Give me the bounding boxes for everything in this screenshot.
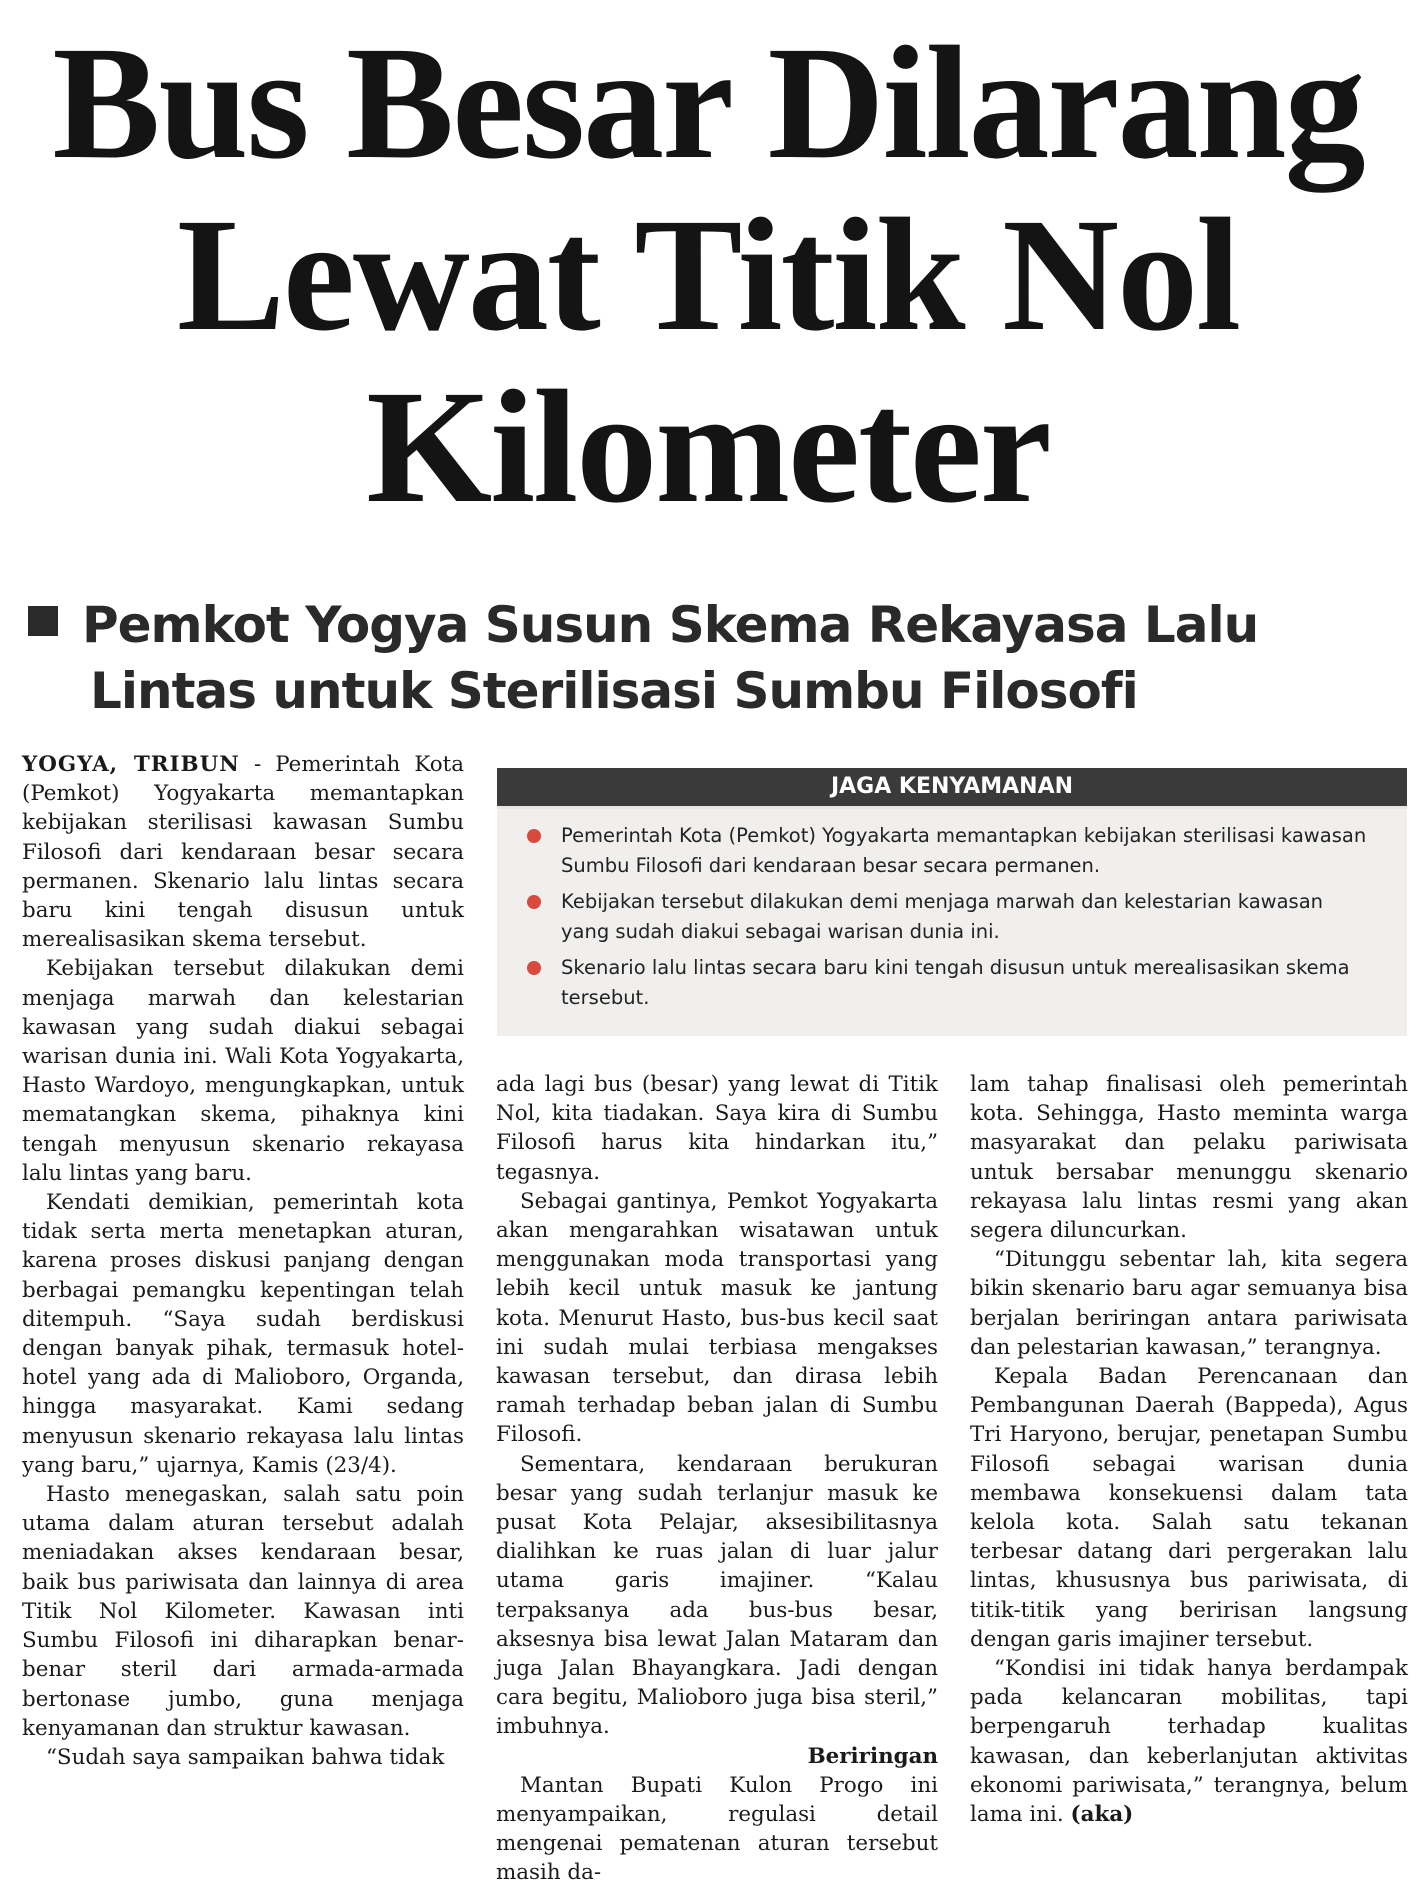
article-paragraph: Kepala Badan Perencanaan dan Pembangunan Daerah (Bappeda), Agus Tri Haryono, berujar, penetapan Sumbu Filosofi sebagai warisan dunia membawa konsekuensi dalam tata kelola kota. Salah satu tekanan terbesar datang dari pergerakan lalu lintas, khususnya bus pariwisata, di titik-titik yang beririsan langsung dengan garis imajiner tersebut.: [970, 1364, 1408, 1652]
red-dot-icon: [527, 895, 541, 909]
info-box-item-text: Pemerintah Kota (Pemkot) Yogyakarta memantapkan kebijakan sterilisasi kawasan Sumbu Filosofi dari kendaraan besar secara permanen.: [561, 824, 1367, 877]
article-column-2: [496, 1070, 938, 1886]
article-column-3: [970, 1070, 1408, 1828]
info-box-item: [561, 887, 1377, 947]
info-box-title: JAGA KENYAMANAN: [497, 768, 1407, 809]
section-subtitle: Beriringan: [807, 1743, 938, 1769]
article-paragraph-text: - Pemerintah Kota (Pemkot) Yogyakarta memantapkan kebijakan sterilisasi kawasan Sumbu Filosofi dari kendaraan besar secara permanen. Skenario lalu lintas secara baru kini tengah disusun untuk merealisasikan skema tersebut.: [22, 752, 464, 953]
info-box-list: [497, 809, 1407, 1013]
article-column-1: [22, 750, 464, 1772]
headline: [0, 14, 1416, 537]
article-paragraph: Kebijakan tersebut dilakukan demi menjaga marwah dan kelestarian kawasan yang sudah diakui sebagai warisan dunia ini. Wali Kota Yogyakarta, Hasto Wardoyo, mengungkapkan, untuk mematangkan skema, pihaknya kini tengah menyusun skenario rekayasa lalu lintas yang baru.: [22, 956, 464, 1186]
red-dot-icon: [527, 829, 541, 843]
headline-line-1: Bus Besar Dilarang: [52, 14, 1364, 193]
article-paragraph: ada lagi bus (besar) yang lewat di Titik Nol, kita tiadakan. Saya kira di Sumbu Filosofi harus kita hindarkan itu,” tegasnya.: [496, 1072, 938, 1185]
article-paragraph: lam tahap finalisasi oleh pemerintah kota. Sehingga, Hasto meminta warga masyarakat dan pelaku pariwisata untuk bersabar menunggu skenario rekayasa lalu lintas resmi yang akan segera diluncurkan.: [970, 1072, 1408, 1244]
info-box: [497, 768, 1407, 1036]
subheadline: [28, 592, 1398, 724]
article-paragraph: Sementara, kendaraan berukuran besar yang sudah terlanjur masuk ke pusat Kota Pelajar, aksesibilitasnya dialihkan ke ruas jalan di luar jalur utama garis imajiner. “Kalau terpaksanya ada bus-bus besar, aksesnya bisa lewat Jalan Mataram dan juga Jalan Bhayangkara. Jadi dengan cara begitu, Malioboro juga bisa steril,” imbuhnya.: [496, 1451, 938, 1740]
article-paragraph: [22, 750, 464, 954]
article-paragraph: [970, 1654, 1408, 1829]
article-paragraph: “Ditunggu sebentar lah, kita segera bikin skenario baru agar semuanya bisa berjalan beriringan antara pariwisata dan pelestarian kawasan,” terangnya.: [970, 1247, 1408, 1360]
info-box-item: [561, 953, 1377, 1013]
author-signature: (aka): [1070, 1802, 1134, 1828]
article-paragraph: Kendati demikian, pemerintah kota tidak serta merta menetapkan aturan, karena proses diskusi panjang dengan berbagai pemangku kepentingan telah ditempuh. “Saya sudah berdiskusi dengan banyak pihak, termasuk hotel-hotel yang ada di Malioboro, Organda, hingga masyarakat. Kami sedang menyusun skenario rekayasa lalu lintas yang baru,” ujarnya, Kamis (23/4).: [22, 1190, 464, 1478]
article-paragraph: Sebagai gantinya, Pemkot Yogyakarta akan mengarahkan wisatawan untuk menggunakan moda transportasi yang lebih kecil untuk masuk ke jantung kota. Menurut Hasto, bus-bus kecil saat ini sudah mulai terbiasa mengakses kawasan tersebut, dan dirasa lebih ramah terhadap beban jalan di Sumbu Filosofi.: [496, 1188, 938, 1448]
article-paragraph: Hasto menegaskan, salah satu poin utama dalam aturan tersebut adalah meniadakan akses kendaraan besar, baik bus pariwisata dan lainnya di area Titik Nol Kilometer. Kawasan inti Sumbu Filosofi ini diharapkan benar-benar steril dari armada-armada bertonase jumbo, guna menjaga kenyamanan dan struktur kawasan.: [22, 1482, 464, 1741]
subheadline-line-1: Pemkot Yogya Susun Skema Rekayasa Lalu: [82, 596, 1259, 654]
dateline: YOGYA, TRIBUN: [22, 752, 240, 777]
headline-line-3: Kilometer: [366, 358, 1050, 537]
info-box-item-text: Skenario lalu lintas secara baru kini tengah disusun untuk merealisasikan skema tersebut.: [561, 956, 1350, 1009]
subheadline-line-2: Lintas untuk Sterilisasi Sumbu Filosofi: [90, 662, 1138, 720]
article-paragraph: Mantan Bupati Kulon Progo ini menyampaikan, regulasi detail mengenai pematenan aturan tersebut masih da-: [496, 1772, 938, 1886]
article-paragraph: “Sudah saya sampaikan bahwa tidak: [46, 1744, 445, 1770]
info-box-item-text: Kebijakan tersebut dilakukan demi menjaga marwah dan kelestarian kawasan yang sudah diakui sebagai warisan dunia ini.: [561, 890, 1324, 943]
red-dot-icon: [527, 961, 541, 975]
square-bullet-icon: [28, 606, 58, 636]
headline-line-2: Lewat Titik Nol: [176, 186, 1240, 365]
info-box-item: [561, 821, 1377, 881]
article-paragraph-text: “Kondisi ini tidak hanya berdampak pada kelancaran mobilitas, tapi berpengaruh terhadap kualitas kawasan, dan keberlanjutan aktivitas ekonomi pariwisata,” terangnya, belum lama ini.: [970, 1656, 1408, 1828]
